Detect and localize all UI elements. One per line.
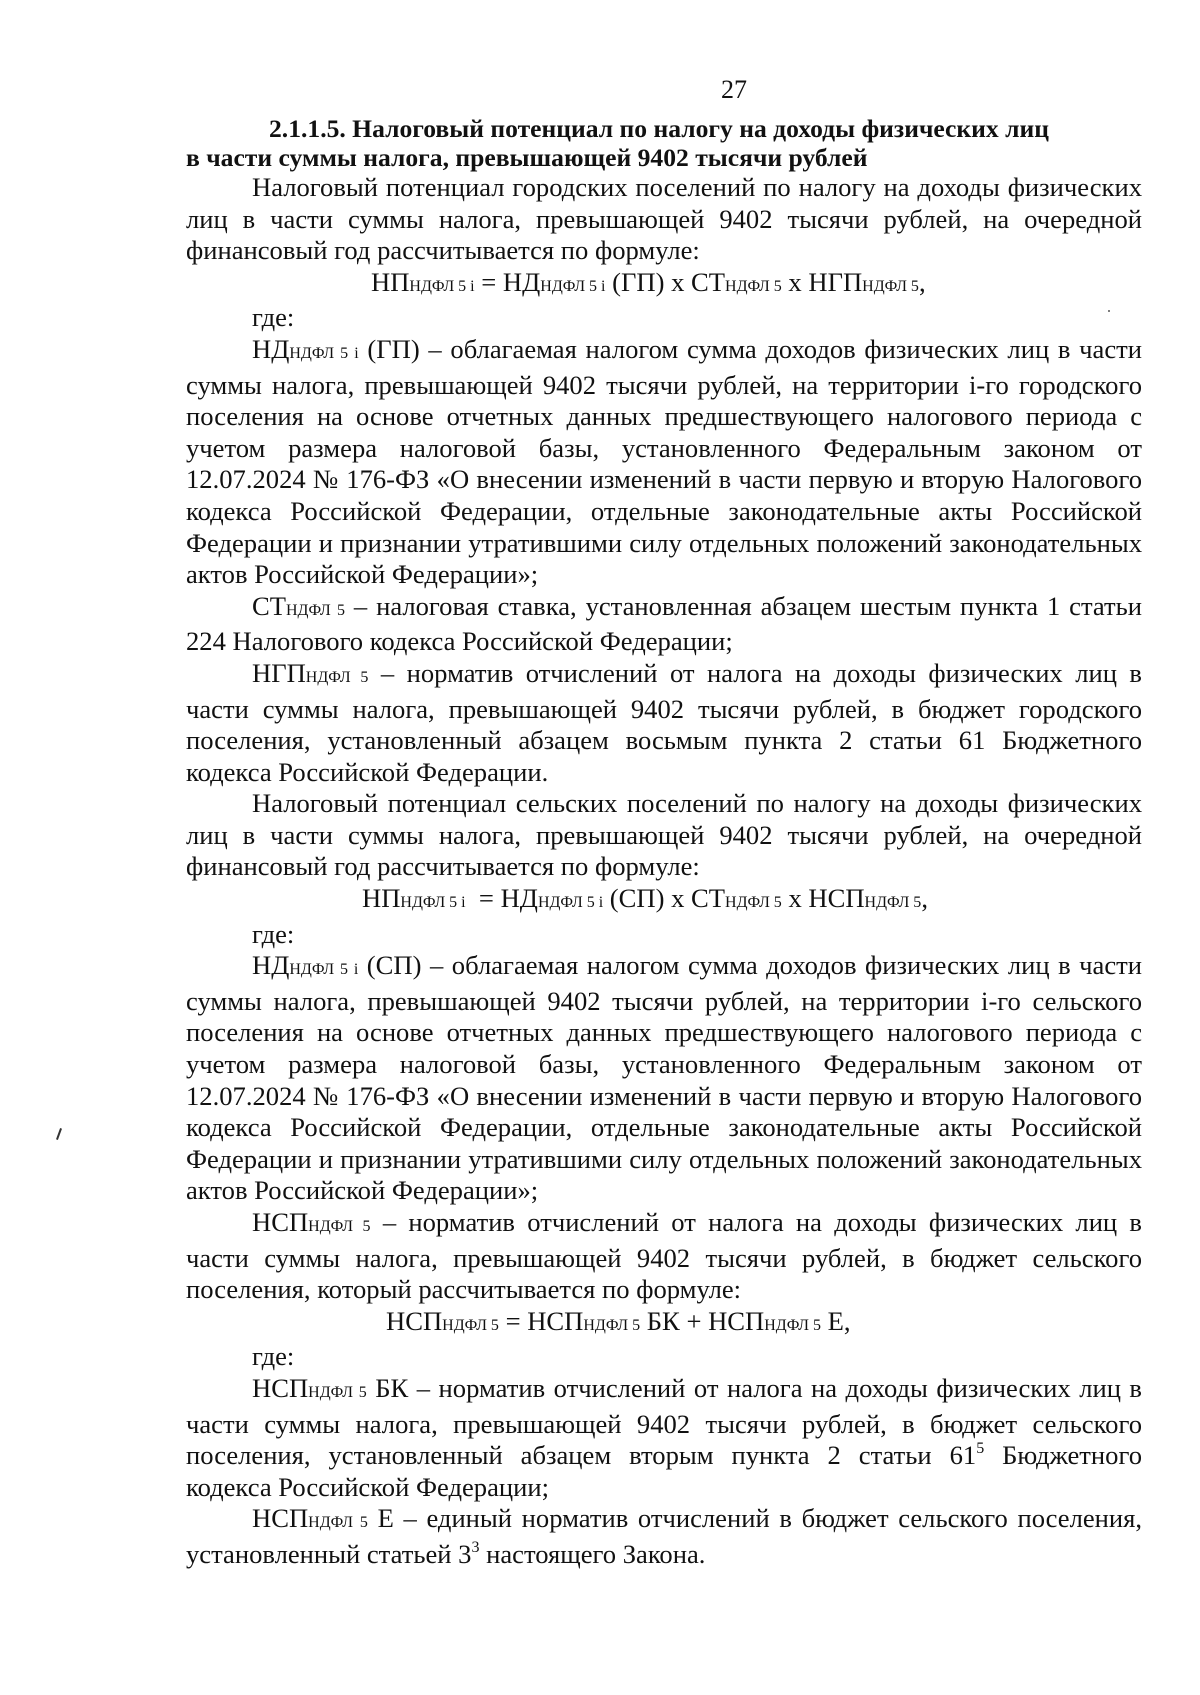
paragraph-rural-potential: Налоговый потенциал сельских поселений по налогу на доходы физических лиц в части суммы налога, превышающей 9402 тысячи рублей, на очередной финансовый год рассчитывается по формуле: [186,788,1142,882]
formula-nsp: НСПНДФЛ 5 = НСПНДФЛ 5 БК + НСПНДФЛ 5 Е, [386,1305,851,1336]
section-heading [186,114,1142,172]
where-label-2: где: [252,918,295,949]
definition-nsp-bk: НСПНДФЛ 5 БК – норматив отчислений от налога на доходы физических лиц в части суммы налога, превышающей 9402 тысячи рублей, в бюджет сельского поселения, установленный абзацем вторым пункта 2 статьи $61^5$ Бюджетного кодекса Российской Федерации; [186,1372,1142,1502]
section-heading-line-1: 2.1.1.5. Налоговый потенциал по налогу на доходы физических лиц [269,114,1049,143]
formula-urban: НПНДФЛ 5 i = НДНДФЛ 5 i (ГП) х СТНДФЛ 5 х НГПНДФЛ 5, [371,266,926,297]
definition-nsp-e: НСПНДФЛ 5 Е – единый норматив отчислений в бюджет сельского поселения, установленный статьей $3^3$ настоящего Закона. [186,1503,1142,1569]
section-heading-line-2: в части суммы налога, превышающей 9402 тысячи рублей [186,143,868,172]
definition-nd-sp: НДНДФЛ 5 i (СП) – облагаемая налогом сумма доходов физических лиц в части суммы налога, превышающей 9402 тысячи рублей, на территории i-го сельского поселения на основе отчетных данных предшествующего налогового периода с учетом размера налоговой базы, установленного Федеральным законом от 12.07.2024 № 176-ФЗ «О внесении изменений в части первую и вторую Налогового кодекса Российской Федерации, отдельные законодательные акты Российской Федерации и признании утратившими силу отдельных положений законодательных актов Российской Федерации»; [186,950,1142,1206]
scan-mark [56,1128,62,1140]
definition-nsp: НСПНДФЛ 5 – норматив отчислений от налога на доходы физических лиц в части суммы налога, превышающей 9402 тысячи рублей, в бюджет сельского поселения, который рассчитывается по формуле: [186,1207,1142,1305]
formula-rural: НПНДФЛ 5 i = НДНДФЛ 5 i (СП) х СТНДФЛ 5 х НСПНДФЛ 5, [362,883,928,914]
paragraph-urban-potential: Налоговый потенциал городских поселений по налогу на доходы физических лиц в части суммы налога, превышающей 9402 тысячи рублей, на очередной финансовый год рассчитывается по формуле: [186,172,1142,266]
where-label-1: где: [252,302,295,333]
definition-ngp: НГПНДФЛ 5 – норматив отчислений от налога на доходы физических лиц в части суммы налога, превышающей 9402 тысячи рублей, в бюджет городского поселения, установленный абзацем восьмым пункта 2 статьи 61 Бюджетного кодекса Российской Федерации. [186,657,1142,787]
page-number: 27 [721,75,747,104]
definition-st: СТНДФЛ 5 – налоговая ставка, установленная абзацем шестым пункта 1 статьи 224 Налогового кодекса Российской Федерации; [186,590,1142,657]
definition-nd-gp: НДНДФЛ 5 i (ГП) – облагаемая налогом сумма доходов физических лиц в части суммы налога, превышающей 9402 тысячи рублей, на территории i-го городского поселения на основе отчетных данных предшествующего налогового периода с учетом размера налоговой базы, установленного Федеральным законом от 12.07.2024 № 176-ФЗ «О внесении изменений в части первую и вторую Налогового кодекса Российской Федерации, отдельные законодательные акты Российской Федерации и признании утратившими силу отдельных положений законодательных актов Российской Федерации»; [186,333,1142,590]
where-label-3: где: [252,1341,295,1372]
scan-dot [1108,310,1110,312]
